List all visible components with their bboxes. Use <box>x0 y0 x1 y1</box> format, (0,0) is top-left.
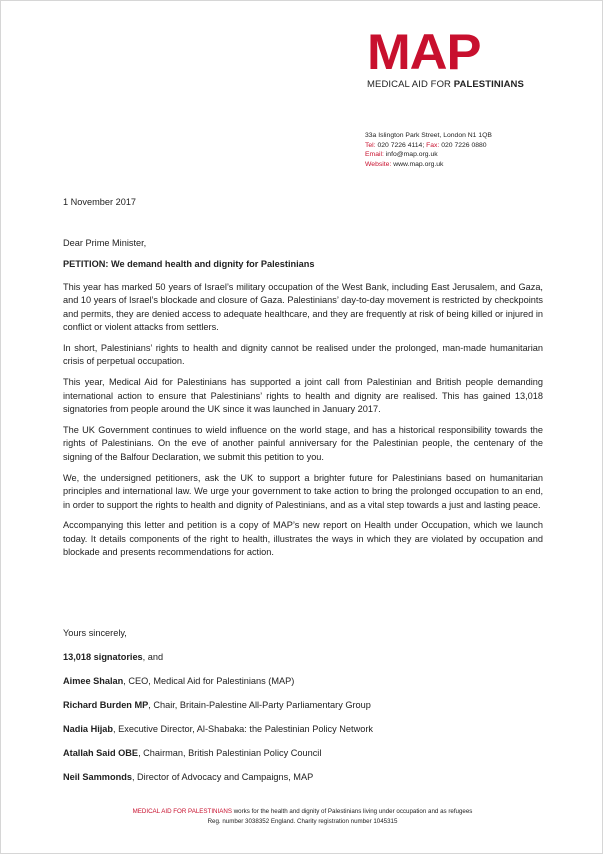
letter-footer <box>1 807 603 827</box>
signer-name: Neil Sammonds <box>63 772 132 782</box>
signer-name: Nadia Hijab <box>63 724 114 734</box>
body-paragraph: We, the undersigned petitioners, ask the UK to support a brighter future for Palestinians based on humanitarian principles and international law. We urge your government to take action to bring the prolonged occupation to an end, in order to support the rights to health and dignity of Palestinians, and as a vital step towards a just and lasting peace. <box>63 472 543 510</box>
email-line <box>365 150 492 160</box>
letter-date: 1 November 2017 <box>63 197 137 207</box>
body-paragraph: The UK Government continues to wield influence on the world stage, and has a historical responsibility towards the rights of Palestinians. On the eve of another painful anniversary for the Palestinian people, the centenary of the signing of the Balfour Declaration, we submit this petition to you. <box>63 424 543 462</box>
logo-subtitle <box>367 79 524 91</box>
signer-role: , Chair, Britain-Palestine All-Party Parliamentary Group <box>148 700 371 710</box>
letter-body <box>63 237 543 567</box>
subject-line: PETITION: We demand health and dignity for Palestinians <box>63 259 315 270</box>
map-logo <box>367 24 524 91</box>
signer-line <box>63 699 543 712</box>
footer-tagline: works for the health and dignity of Palestinians living under occupation and as refugees <box>231 808 473 815</box>
signer-role: , Chairman, British Palestinian Policy Council <box>138 748 322 758</box>
body-paragraph: In short, Palestinians’ rights to health and dignity cannot be realised under the prolonged, man-made humanitarian crisis of perpetual occupation. <box>63 342 543 367</box>
footer-org-name: MEDICAL AID FOR PALESTINIANS <box>132 808 232 815</box>
email-label: Email: <box>365 151 384 159</box>
phone-line <box>365 141 492 151</box>
tel-value: 020 7226 4114; <box>375 141 427 149</box>
logo-subtitle-light: MEDICAL AID FOR <box>367 79 454 90</box>
signer-line <box>63 771 543 784</box>
website-line <box>365 160 492 170</box>
body-paragraph: Accompanying this letter and petition is a copy of MAP’s new report on Health under Occupation, which we launch today. It details components of the right to health, illustrates the ways in which they are violated by occupation and blockade and presents recommendations for action. <box>63 520 543 558</box>
signer-line <box>63 747 543 760</box>
footer-registration: Reg. number 3038352 England. Charity registration number 1045315 <box>207 818 398 825</box>
website-label: Website: <box>365 160 392 168</box>
signer-role: , Executive Director, Al-Shabaka: the Palestinian Policy Network <box>113 724 373 734</box>
body-paragraph: This year, Medical Aid for Palestinians has supported a joint call from Palestinian and British people demanding international action to ensure that Palestinians’ rights to health and dignity are realised. This has gained 13,018 signatories from people around the UK since it was launched in January 2017. <box>63 377 543 415</box>
signer-line <box>63 675 543 688</box>
email-value[interactable]: info@map.org.uk <box>383 151 438 159</box>
logo-subtitle-bold: PALESTINIANS <box>453 79 524 90</box>
signatories-number: 13,018 signatories <box>63 652 143 662</box>
website-value[interactable]: www.map.org.uk <box>391 160 444 168</box>
fax-value: 020 7226 0880 <box>439 141 487 149</box>
footer-tagline-line <box>1 807 603 817</box>
closing-block <box>63 627 543 795</box>
signer-name: Atallah Said OBE <box>63 748 139 758</box>
address-block <box>365 131 492 169</box>
signer-role: , Director of Advocacy and Campaigns, MAP <box>131 772 314 782</box>
tel-label: Tel: <box>365 141 376 149</box>
address-line: 33a Islington Park Street, London N1 1QB <box>365 132 492 139</box>
closing-phrase: Yours sincerely, <box>63 628 127 638</box>
salutation: Dear Prime Minister, <box>63 238 147 248</box>
signer-name: Richard Burden MP <box>63 700 149 710</box>
signatories-suffix: , and <box>142 652 164 662</box>
signer-role: , CEO, Medical Aid for Palestinians (MAP) <box>123 676 295 686</box>
signer-name: Aimee Shalan <box>63 676 124 686</box>
signer-line <box>63 723 543 736</box>
fax-label: Fax: <box>426 141 440 149</box>
signatories-count <box>63 651 543 664</box>
logo-mark: MAP <box>367 24 481 80</box>
body-paragraph: This year has marked 50 years of Israel’s military occupation of the West Bank, including East Jerusalem, and Gaza, and 10 years of Israel’s blockade and closure of Gaza. Palestinians’ day-to-day movement is restricted by checkpoints and permits, they are denied access to adequate healthcare, and they are frequently at risk of being killed or injured in conflict or violent attacks from settlers. <box>63 281 543 333</box>
